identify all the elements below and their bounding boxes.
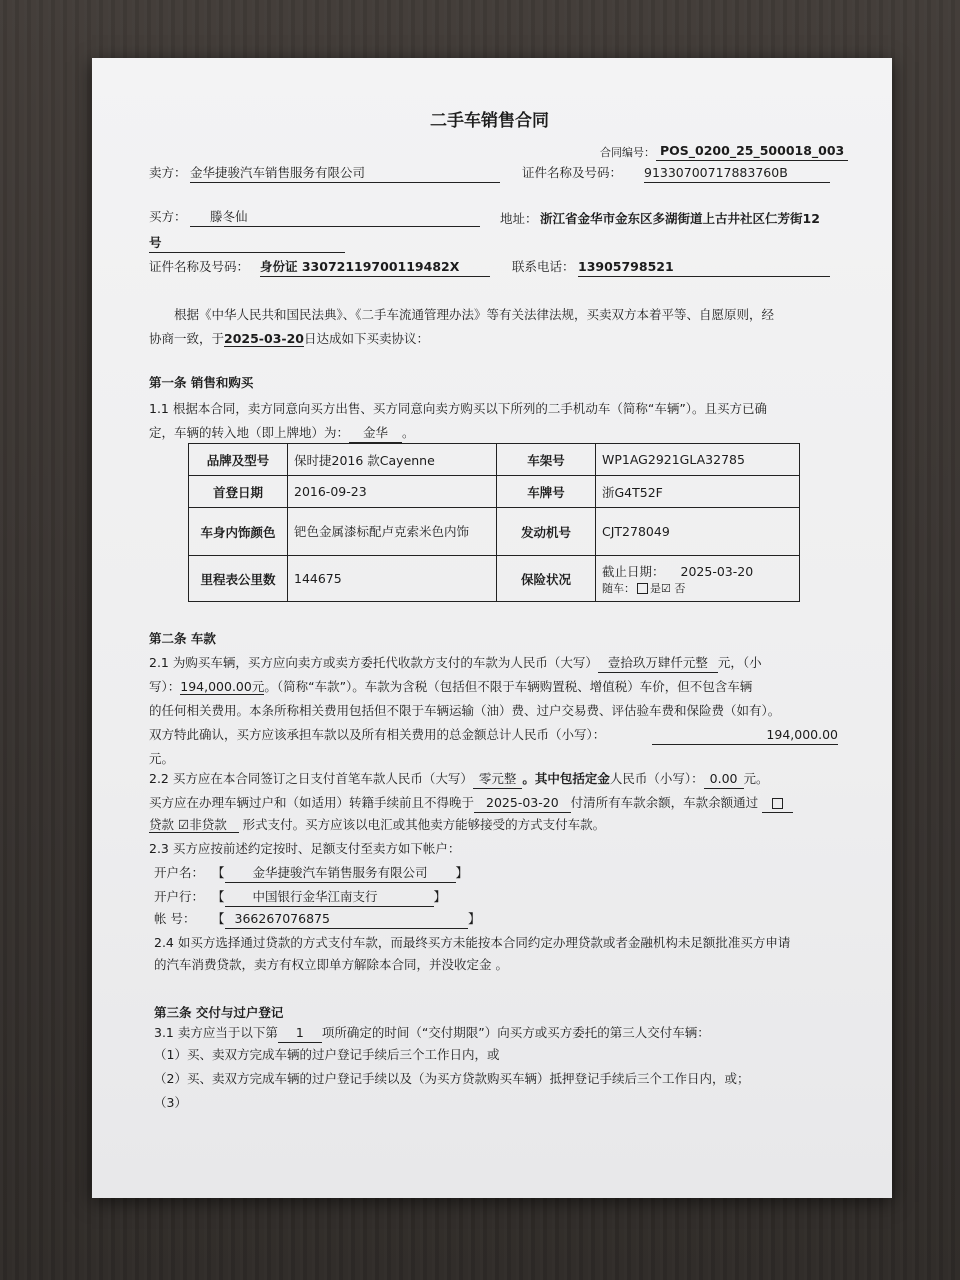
article2-line10: 2.4 如买方选择通过贷款的方式支付车款，而最终买方未能按本合同约定办理贷款或者金融机构未足额批准买方申请 — [154, 935, 791, 950]
brand-value: 保时捷2016 款Cayenne — [288, 444, 497, 476]
color-value: 钯色金属漆标配卢克索米色内饰 — [288, 508, 497, 556]
vin-label: 车架号 — [497, 444, 596, 476]
buyer-name: 滕冬仙 — [190, 208, 480, 227]
bank: 【 中国银行金华江南支行 】 — [212, 888, 446, 907]
seller-name: 金华捷骏汽车销售服务有限公司 — [190, 164, 500, 183]
total-amount: 194,000.00 — [652, 726, 838, 745]
article2-line6: 2.2 买方应在本合同签订之日支付首笔车款人民币（大写） 零元整 。其中包括定金人民币（小写）： 0.00 元。 — [149, 770, 769, 789]
contract-title: 二手车销售合同 — [430, 111, 549, 131]
article2-line8: 贷款 ☑非贷款 形式支付。买方应该以电汇或其他卖方能够接受的方式支付车款。 — [149, 817, 606, 832]
buyer-id: 身份证 33072119700119482X — [260, 258, 490, 277]
engine-label: 发动机号 — [497, 508, 596, 556]
engine-value: CJT278049 — [596, 508, 800, 556]
article2-line2: 写）：194,000.00元。（简称“车款”）。车款为含税（包括但不限于车辆购置税、增值税）车价，但不包含车辆 — [149, 679, 753, 694]
seller-id-label: 证件名称及号码： — [522, 165, 623, 180]
bank-label: 开户行： — [154, 889, 205, 904]
reg-date-label: 首登日期 — [189, 476, 288, 508]
buyer-id-label: 证件名称及号码： — [149, 259, 250, 274]
mileage-value: 144675 — [288, 556, 497, 602]
reg-date-value: 2016-09-23 — [288, 476, 497, 508]
contract-number: POS_0200_25_500018_003 — [656, 142, 848, 161]
buyer-phone-label: 联系电话： — [512, 259, 575, 274]
article1-line1: 1.1 根据本合同，卖方同意向买方出售、买方同意向卖方购买以下所列的二手机动车（简称“车辆”）。且买方已确 — [149, 401, 768, 416]
article2-line11: 的汽车消费贷款，卖方有权立即单方解除本合同，并没收定金 。 — [154, 957, 508, 972]
vin-value: WP1AG2921GLA32785 — [596, 444, 800, 476]
insurance-label: 保险状况 — [497, 556, 596, 602]
buyer-address-line1: 浙江省金华市金东区多湖街道上古井社区仁芳街12 — [540, 211, 820, 226]
plate-value: 浙G4T52F — [596, 476, 800, 508]
article2-line9: 2.3 买方应按前述约定按时、足额支付至卖方如下帐户： — [149, 841, 461, 856]
article3-item3: （3） — [154, 1095, 187, 1110]
checkbox-empty-icon — [637, 583, 648, 594]
plate-label: 车牌号 — [497, 476, 596, 508]
table-row — [189, 444, 800, 476]
article3-heading: 第三条 交付与过户登记 — [154, 1005, 284, 1020]
checkbox-empty-icon — [772, 798, 783, 809]
article2-line4: 双方特此确认，买方应该承担车款以及所有相关费用的总金额总计人民币（小写）： — [149, 727, 606, 742]
table-row — [189, 556, 800, 602]
article2-line3: 的任何相关费用。本条所称相关费用包括但不限于车辆运输（油）费、过户交易费、评估验车费和保险费（如有）。 — [149, 703, 781, 718]
buyer-address-label: 地址： — [500, 211, 538, 226]
article3-item2: （2）买、卖双方完成车辆的过户登记手续以及（为买方贷款购买车辆）抵押登记手续后三个工作日内，或； — [154, 1071, 750, 1086]
account-name: 【 金华捷骏汽车销售服务有限公司 】 — [212, 864, 468, 883]
preamble-line1: 根据《中华人民共和国民法典》、《二手车流通管理办法》等有关法律法规，买卖双方本着平等、自愿原则，经 — [174, 307, 775, 322]
article2-heading: 第二条 车款 — [149, 631, 216, 646]
buyer-address-line2: 号 — [149, 234, 345, 253]
insurance-expiry: 截止日期： 2025-03-20 — [602, 563, 754, 579]
article3-line1: 3.1 卖方应当于以下第 1 项所确定的时间（“交付期限”）向买方或买方委托的第三人交付车辆： — [154, 1024, 710, 1043]
account-name-label: 开户名： — [154, 865, 205, 880]
buyer-phone: 13905798521 — [578, 258, 830, 277]
table-row — [189, 476, 800, 508]
account-no: 【 366267076875 】 — [212, 910, 480, 929]
article2-line7: 买方应在办理车辆过户和（如适用）转籍手续前且不得晚于 2025-03-20 付清所有车款余额，车款余额通过 — [149, 794, 793, 813]
checkbox-checked-icon: ☑ — [178, 817, 190, 832]
buyer-label: 买方： — [149, 209, 187, 224]
article3-item1: （1）买、卖双方完成车辆的过户登记手续后三个工作日内，或 — [154, 1047, 500, 1062]
with-car: 随车： 是☑ 否 — [602, 581, 686, 595]
seller-id: 91330700717883760B — [644, 164, 830, 183]
brand-label: 品牌及型号 — [189, 444, 288, 476]
loan-checkbox — [762, 794, 793, 813]
article2-line5: 元。 — [149, 751, 175, 766]
color-label: 车身内饰颜色 — [189, 508, 288, 556]
contract-paper — [92, 58, 892, 1198]
preamble-line2: 协商一致，于2025-03-20日达成如下买卖协议： — [149, 331, 429, 346]
article1-line2: 定，车辆的转入地（即上牌地）为： 金华 。 — [149, 424, 415, 443]
insurance-value — [596, 556, 800, 602]
article2-line1: 2.1 为购买车辆，买方应向卖方或卖方委托代收款方支付的车款为人民币（大写） 壹拾玖万肆仟元整 元，（小 — [149, 654, 762, 673]
seller-label: 卖方： — [149, 165, 187, 180]
article1-heading: 第一条 销售和购买 — [149, 375, 254, 390]
mileage-label: 里程表公里数 — [189, 556, 288, 602]
table-row — [189, 508, 800, 556]
account-no-label: 帐 号： — [154, 911, 196, 926]
checkbox-checked-icon: ☑ — [661, 581, 671, 595]
contract-number-label: 合同编号： — [600, 146, 655, 159]
vehicle-table — [188, 443, 800, 602]
